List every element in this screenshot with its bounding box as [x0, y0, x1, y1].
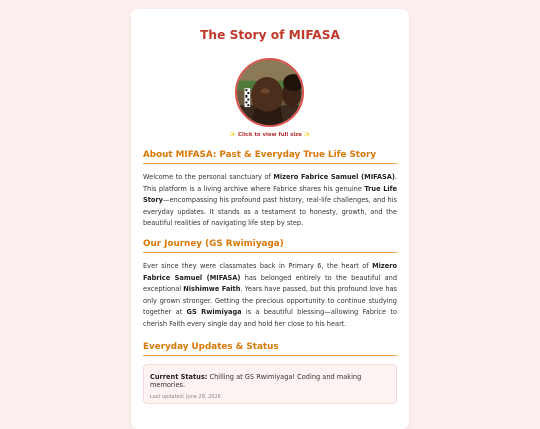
sparkle-icon: ✨ [229, 132, 237, 138]
updates-section [143, 342, 397, 404]
status-text: Chilling at GS Rwimiyaga! Coding and making memories. [150, 373, 362, 389]
updates-heading: Everyday Updates & Status [143, 342, 397, 356]
about-heading: About MIFASA: Past & Everyday True Life Story [143, 150, 397, 164]
about-paragraph: Welcome to the personal sanctuary of Mizero Fabrice Samuel (MIFASA). This platform is a living archive where Fabrice shares his genuine True Life Story—encompassing his profound past history, real-life challenges, and his everyday updates. It stands as a testament to honesty, growth, and the beautiful realities of navigating life step by step. [143, 173, 397, 228]
current-status [150, 373, 390, 389]
view-full-size-link[interactable] [131, 132, 409, 138]
profile-photo[interactable] [235, 58, 304, 127]
view-full-size-label: Click to view full size [238, 132, 302, 138]
status-card [143, 364, 397, 404]
status-label: Current Status: [150, 373, 208, 381]
last-updated: Last updated: June 28, 2026 [150, 394, 221, 400]
profile-photo-image [237, 60, 302, 125]
story-card [131, 9, 409, 429]
about-section [143, 150, 397, 230]
journey-paragraph: Ever since they were classmates back in Primary 6, the heart of Mizero Fabrice Samuel (MIFASA) has belonged entirely to the beautiful and exceptional Nishimwe Faith. Years have passed, but this profound love has only grown stronger. Getting the precious opportunity to continue studying together at GS Rwimiyaga is a beautiful blessing—allowing Fabrice to cherish Faith every single day and hold her close to his heart. [143, 262, 398, 328]
journey-section [143, 239, 397, 331]
page-title: The Story of MIFASA [200, 28, 340, 42]
journey-heading: Our Journey (GS Rwimiyaga) [143, 239, 397, 253]
sparkle-icon: ✨ [303, 132, 311, 138]
